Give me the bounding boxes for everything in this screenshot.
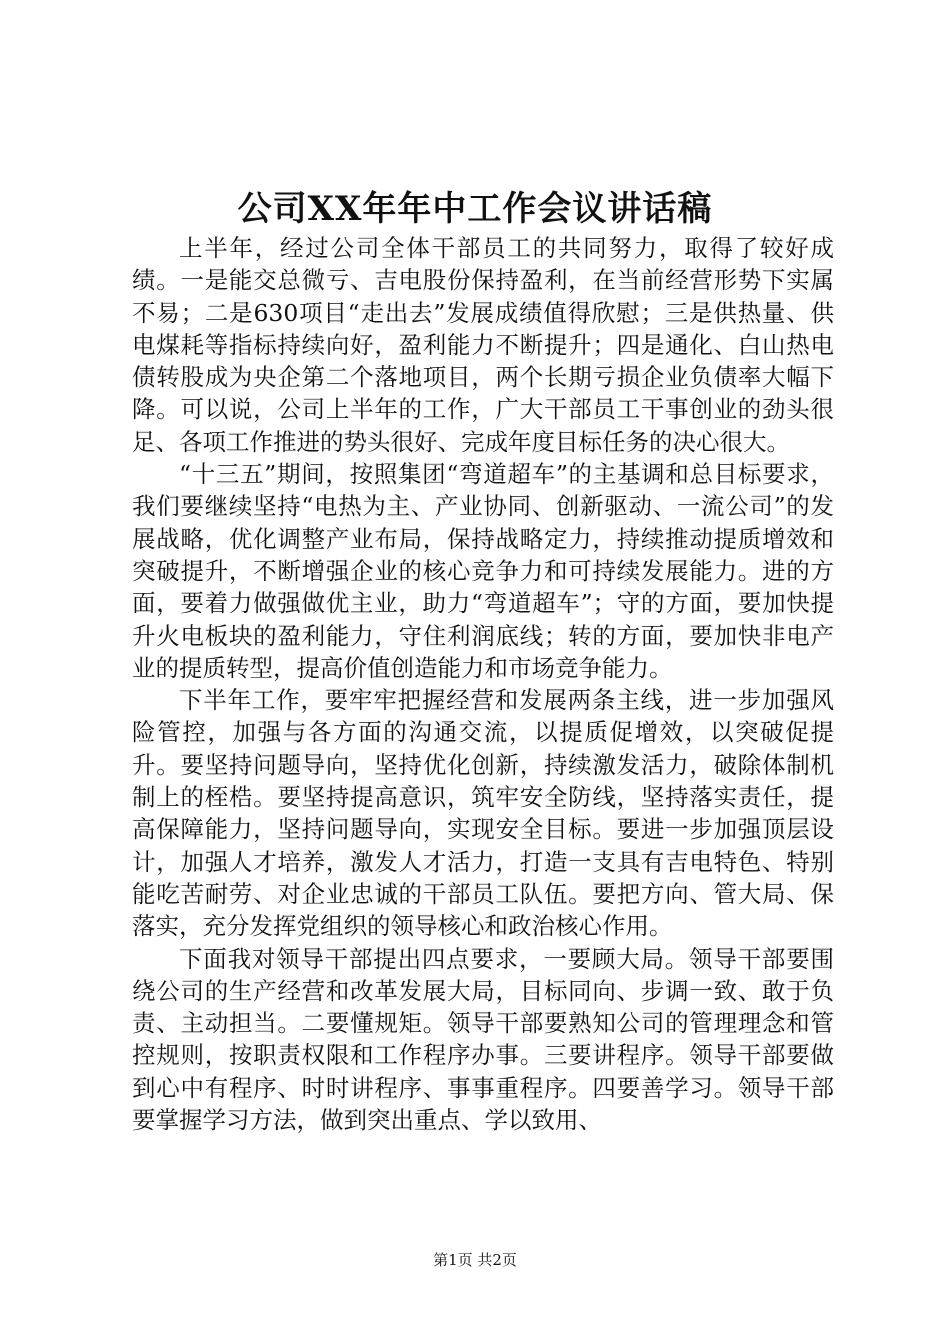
page-number-footer: 第1页 共2页 [433, 1251, 517, 1269]
paragraph-4: 下面我对领导干部提出四点要求，一要顾大局。领导干部要围绕公司的生产经营和改革发展大局，目标同向、步调一致、敢于负责、主动担当。二要懂规矩。领导干部要熟知公司的管理理念和管控规则，按职责权限和工作程序办事。三要讲程序。领导干部要做到心中有程序、时时讲程序、事事重程序。四要善学习。领导干部要掌握学习方法，做到突出重点、学以致用、 [132, 944, 834, 1135]
document-body [132, 232, 834, 1136]
document-title: 公司XX年年中工作会议讲话稿 [237, 189, 713, 229]
paragraph-3: 下半年工作，要牢牢把握经营和发展两条主线，进一步加强风险管控，加强与各方面的沟通交流，以提质促增效，以突破促提升。要坚持问题导向，坚持优化创新，持续激发活力，破除体制机制上的桎梏。要坚持提高意识，筑牢安全防线，坚持落实责任，提高保障能力，坚持问题导向，实现安全目标。要进一步加强顶层设计，加强人才培养，激发人才活力，打造一支具有吉电特色、特别能吃苦耐劳、对企业忠诚的干部员工队伍。要把方向、管大局、保落实，充分发挥党组织的领导核心和政治核心作用。 [132, 686, 834, 941]
paragraph-2: “十三五”期间，按照集团“弯道超车”的主基调和总目标要求，我们要继续坚持“电热为主、产业协同、创新驱动、一流公司”的发展战略，优化调整产业布局，保持战略定力，持续推动提质增效和突破提升，不断增强企业的核心竞争力和可持续发展能力。进的方面，要着力做强做优主业，助力“弯道超车”；守的方面，要加快提升火电板块的盈利能力，守住利润底线；转的方面，要加快非电产业的提质转型，提高价值创造能力和市场竞争能力。 [132, 460, 834, 682]
paragraph-1: 上半年，经过公司全体干部员工的共同努力，取得了较好成绩。一是能交总微亏、吉电股份保持盈利，在当前经营形势下实属不易；二是630项目“走出去”发展成绩值得欣慰；三是供热量、供电煤耗等指标持续向好，盈利能力不断提升；四是通化、白山热电债转股成为央企第二个落地项目，两个长期亏损企业负债率大幅下降。可以说，公司上半年的工作，广大干部员工干事创业的劲头很足、各项工作推进的势头很好、完成年度目标任务的决心很大。 [132, 234, 834, 456]
